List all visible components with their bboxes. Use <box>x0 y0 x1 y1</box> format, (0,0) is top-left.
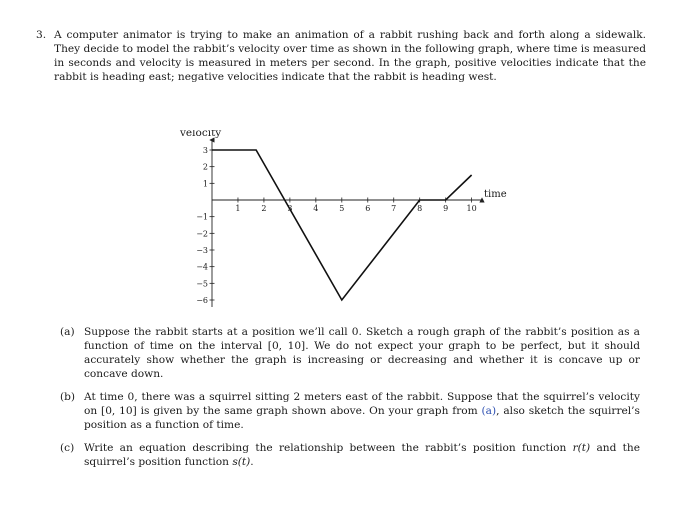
part-a <box>60 325 640 381</box>
x-tick-label: 7 <box>391 204 397 213</box>
y-tick-label: −2 <box>196 229 208 239</box>
squirrel-position-function: s(t) <box>232 456 251 468</box>
y-axis-label: velocity <box>180 130 222 139</box>
y-tick-label: 2 <box>202 162 208 172</box>
rabbit-position-function: r(t) <box>572 442 591 454</box>
x-tick-label: 3 <box>287 204 293 213</box>
velocity-graph <box>168 130 528 310</box>
velocity-chart-svg <box>168 130 528 310</box>
part-a-label: (a) <box>60 326 75 338</box>
y-tick-label: 3 <box>202 146 208 155</box>
x-tick-label: 8 <box>417 204 423 213</box>
part-a-reference-link[interactable]: (a) <box>481 405 497 417</box>
y-tick-label: −6 <box>196 296 208 305</box>
part-c-text-1: Write an equation describing the relationship between the rabbit’s position function <box>84 442 573 454</box>
part-b-label: (b) <box>60 391 76 403</box>
part-c <box>60 441 640 469</box>
question-parts <box>60 325 640 478</box>
y-tick-label: 1 <box>202 179 208 189</box>
part-a-text: Suppose the rabbit starts at a position we’ll call 0. Sketch a rough graph of the rabbit’s position as a function of time on the interval [0, 10]. We do not expect your graph to be perfect, but it should accurately show whether the graph is increasing or decreasing and whether it is concave up or concave down. <box>84 326 640 380</box>
x-tick-label: 2 <box>261 204 267 213</box>
x-tick-label: 5 <box>339 204 345 213</box>
part-c-text-3: . <box>250 456 254 468</box>
y-tick-label: −1 <box>196 212 208 222</box>
part-b-text-2: , also sketch the squirrel’s position as a function of time. <box>84 405 640 431</box>
y-tick-label: −3 <box>196 246 208 255</box>
x-tick-label: 6 <box>365 204 371 213</box>
part-b-text-1: At time 0, there was a squirrel sitting 2 meters east of the rabbit. Suppose that the squirrel’s velocity on [0, 10] is given by the same graph shown above. On your graph from <box>84 391 640 417</box>
y-tick-label: −4 <box>196 262 208 272</box>
x-axis-label: time <box>484 189 507 200</box>
x-tick-label: 10 <box>466 204 477 213</box>
velocity-line <box>212 150 472 300</box>
x-tick-label: 1 <box>235 204 241 213</box>
y-tick-label: −5 <box>196 279 208 289</box>
part-c-text-2: and the squirrel’s position function <box>84 442 640 468</box>
x-tick-label: 9 <box>443 204 449 213</box>
problem-intro: A computer animator is trying to make an animation of a rabbit rushing back and forth along a sidewalk. They decide to model the rabbit’s velocity over time as shown in the following graph, where time is measured in seconds and velocity is measured in meters per second. In the graph, positive velocities indicate that the rabbit is heading east; negative velocities indicate that the rabbit is heading west. <box>54 29 646 83</box>
part-c-label: (c) <box>60 442 75 454</box>
problem-statement <box>36 28 646 84</box>
x-tick-label: 4 <box>313 204 319 213</box>
problem-number: 3. <box>36 29 47 41</box>
part-b <box>60 390 640 432</box>
